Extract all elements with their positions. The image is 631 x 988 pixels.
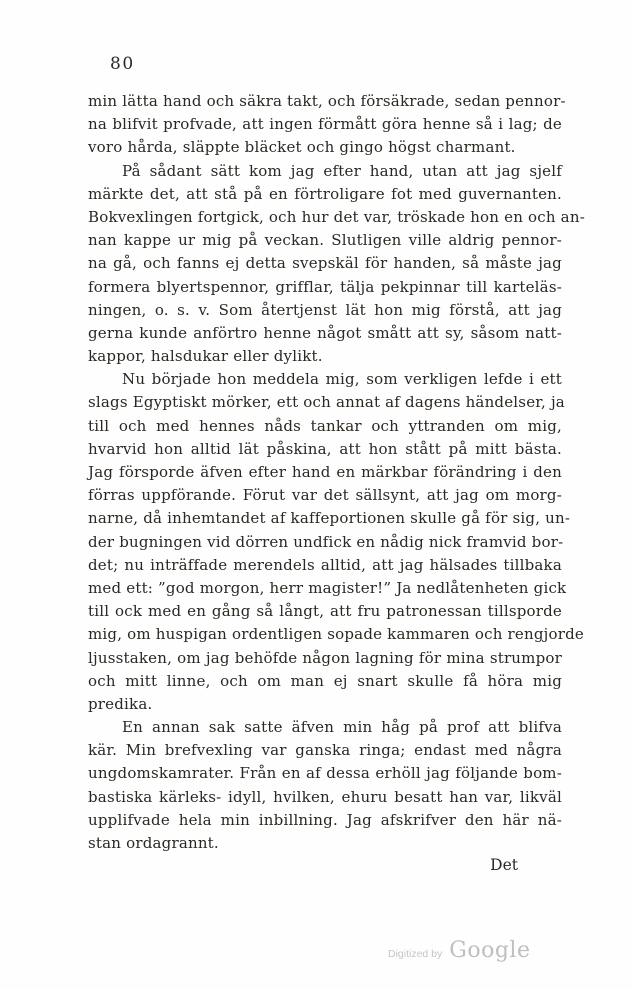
footer <box>388 938 530 963</box>
text-line: Nu började hon meddela mig, som verkligen lefde i ett <box>122 370 562 389</box>
text-line: hvarvid hon alltid lät påskina, att hon stått på mitt bästa. <box>88 439 562 458</box>
text-line: na gå, och fanns ej detta svepskäl för handen, så måste jag <box>88 254 562 273</box>
text-line: min lätta hand och säkra takt, och försäkrade, sedan pennor- <box>88 92 566 110</box>
text-line: På sådant sätt kom jag efter hand, utan att jag sjelf <box>122 161 562 180</box>
text-line: bastiska kärleks- idyll, hvilken, ehuru besatt han var, likväl <box>88 787 562 806</box>
text-line: till och med hennes nåds tankar och yttranden om mig, <box>88 416 562 435</box>
text-line: till ock med en gång så långt, att fru patronessan tillsporde <box>88 602 562 621</box>
text-line: stan ordagrannt. <box>88 834 219 852</box>
catchword: Det <box>490 856 518 874</box>
text-line: Jag försporde äfven efter hand en märkbar förändring i den <box>88 463 562 481</box>
text-line: nan kappe ur mig på veckan. Slutligen ville aldrig pennor- <box>88 231 562 250</box>
text-line: märkte det, att stå på en förtroligare fot med guvernanten. <box>88 184 562 203</box>
google-logo: Google <box>449 938 531 963</box>
text-line: ningen, o. s. v. Som återtjenst lät hon mig förstå, att jag <box>88 300 562 319</box>
text-line: der bugningen vid dörren undfick en nådig nick framvid bor- <box>88 532 564 551</box>
text-line: kappor, halsdukar eller dylikt. <box>88 347 323 366</box>
page-number: 80 <box>110 54 135 74</box>
text-line: och mitt linne, och om man ej snart skulle få höra mig <box>88 671 562 690</box>
text-line: predika. <box>88 694 153 713</box>
text-line: gerna kunde anförtro henne något smått att sy, såsom natt- <box>88 323 562 342</box>
digitized-by-label: Digitized by <box>388 948 443 960</box>
text-line: mig, om huspigan ordentligen sopade kammaren och rengjorde <box>88 625 584 644</box>
text-line: det; nu inträffade merendels alltid, att jag hälsades tillbaka <box>88 555 562 574</box>
text-line: med ett: ”god morgon, herr magister!” Ja nedlåtenheten gick <box>88 578 567 597</box>
text-line: Bokvexlingen fortgick, och hur det var, tröskade hon en och an- <box>88 207 585 226</box>
text-line: förras uppförande. Förut var det sällsynt, att jag om morg- <box>88 486 562 505</box>
text-line: kär. Min brefvexling var ganska ringa; endast med några <box>88 741 562 760</box>
text-line: na blifvit profvade, att ingen förmått göra henne så i lag; de <box>88 115 562 134</box>
text-line: slags Egyptiskt mörker, ett och annat af dagens händelser, ja <box>88 393 565 412</box>
text-line: narne, då inhemtandet af kaffeportionen skulle gå för sig, un- <box>88 509 571 528</box>
text-line: ljusstaken, om jag behöfde någon lagning för mina strumpor <box>88 648 562 667</box>
catchword-row <box>88 855 562 874</box>
text-line: ungdomskamrater. Från en af dessa erhöll jag följande bom- <box>88 764 562 783</box>
text-block <box>88 90 585 855</box>
text-line: En annan sak satte äfven min håg på prof att blifva <box>122 718 562 737</box>
text-line: upplifvade hela min inbillning. Jag afskrifver den här nä- <box>88 810 562 829</box>
text-line: voro hårda, släppte bläcket och gingo högst charmant. <box>88 138 516 157</box>
text-line: formera blyertspennor, grifflar, tälja pekpinnar till karteläs- <box>88 277 562 296</box>
